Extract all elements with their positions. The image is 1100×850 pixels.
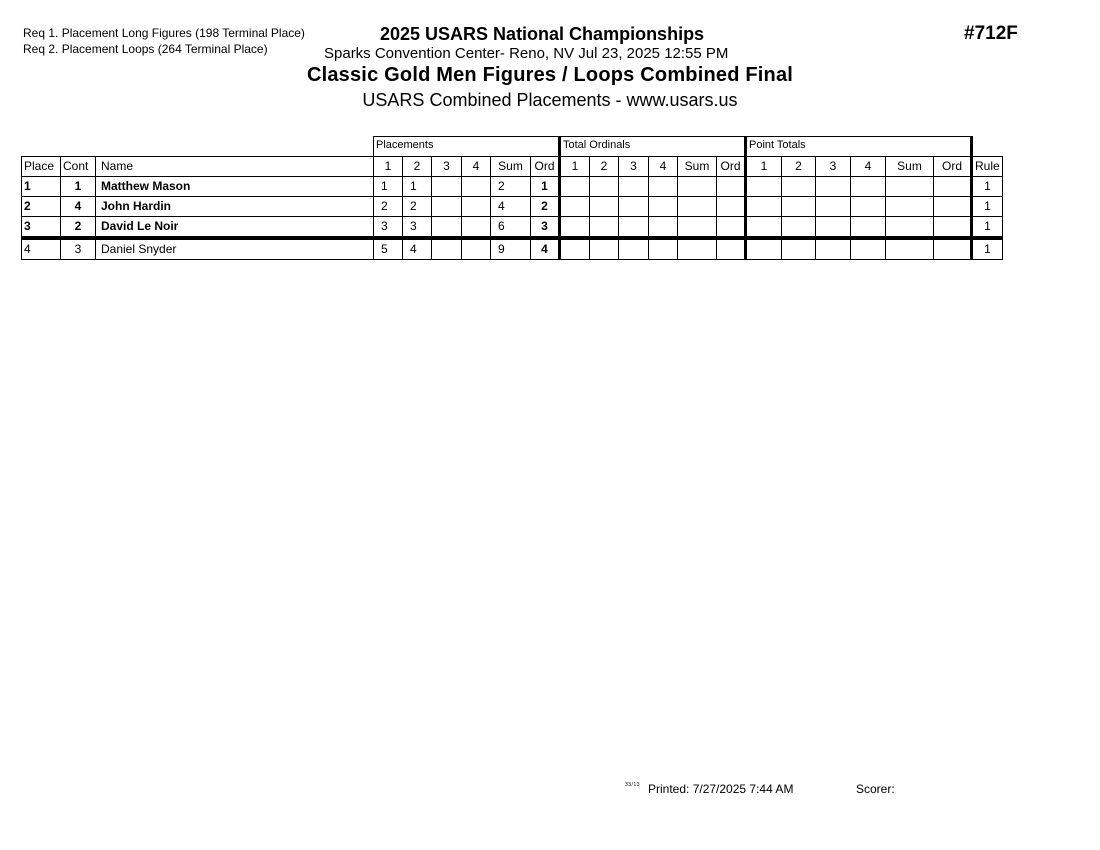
table-row (22, 197, 1003, 217)
placement-3 (432, 217, 462, 239)
printed-timestamp: Printed: 7/27/2025 7:44 AM (648, 782, 794, 796)
placement-1: 5 (374, 238, 403, 260)
placement-2: 3 (403, 217, 432, 239)
cont-cell: 3 (61, 238, 96, 260)
col-rule: Rule (972, 157, 1003, 177)
requirement-1: Req 1. Placement Long Figures (198 Terminal Place) (23, 26, 305, 40)
placement-1: 3 (374, 217, 403, 239)
placement-1: 1 (374, 177, 403, 197)
placement-sum: 9 (491, 238, 531, 260)
col-psum: Sum (491, 157, 531, 177)
placement-4 (462, 197, 491, 217)
placement-3 (432, 177, 462, 197)
event-number: #712F (964, 23, 1018, 44)
site-line: USARS Combined Placements - www.usars.us (362, 90, 738, 110)
col-name: Name (96, 157, 374, 177)
group-placements: Placements (374, 137, 560, 157)
table-row (22, 217, 1003, 239)
col-t3: 3 (816, 157, 851, 177)
col-o2: 2 (590, 157, 619, 177)
placement-sum: 6 (491, 217, 531, 239)
cont-cell: 2 (61, 217, 96, 239)
venue-date-line: Sparks Convention Center- Reno, NV Jul 23, 2025 12:55 PM (324, 45, 729, 62)
placement-2: 1 (403, 177, 432, 197)
col-t1: 1 (746, 157, 782, 177)
placement-ord: 2 (531, 197, 560, 217)
skater-name: Matthew Mason (96, 177, 374, 197)
col-pord: Ord (531, 157, 560, 177)
placement-4 (462, 238, 491, 260)
placement-ord: 1 (531, 177, 560, 197)
championship-title: 2025 USARS National Championships (380, 24, 705, 44)
group-point-totals: Point Totals (746, 137, 972, 157)
group-total-ordinals: Total Ordinals (560, 137, 746, 157)
cont-cell: 1 (61, 177, 96, 197)
col-cont: Cont (61, 157, 96, 177)
cont-cell: 4 (61, 197, 96, 217)
rule-cell: 1 (972, 217, 1003, 239)
requirement-2: Req 2. Placement Loops (264 Terminal Place) (23, 42, 268, 56)
col-t4: 4 (851, 157, 886, 177)
col-tsum: Sum (886, 157, 934, 177)
skater-name: John Hardin (96, 197, 374, 217)
col-o4: 4 (649, 157, 678, 177)
placement-3 (432, 197, 462, 217)
col-o3: 3 (619, 157, 649, 177)
rule-cell: 1 (972, 177, 1003, 197)
col-p1: 1 (374, 157, 403, 177)
placement-ord: 3 (531, 217, 560, 239)
column-header-row (22, 157, 1003, 177)
skater-name: David Le Noir (96, 217, 374, 239)
col-oord: Ord (717, 157, 746, 177)
placement-4 (462, 177, 491, 197)
skater-name: Daniel Snyder (96, 238, 374, 260)
place-cell: 1 (22, 177, 61, 197)
col-t2: 2 (782, 157, 816, 177)
table-row (22, 238, 1003, 260)
rule-cell: 1 (972, 197, 1003, 217)
placement-2: 2 (403, 197, 432, 217)
col-p2: 2 (403, 157, 432, 177)
col-p4: 4 (462, 157, 491, 177)
placement-4 (462, 217, 491, 239)
placement-sum: 2 (491, 177, 531, 197)
placement-2: 4 (403, 238, 432, 260)
col-tord: Ord (934, 157, 972, 177)
scorer-label: Scorer: (856, 782, 895, 796)
results-table (21, 136, 1003, 260)
place-cell: 2 (22, 197, 61, 217)
col-place: Place (22, 157, 61, 177)
rule-cell: 1 (972, 238, 1003, 260)
place-cell: 3 (22, 217, 61, 239)
event-name: Classic Gold Men Figures / Loops Combined Final (306, 64, 794, 86)
place-cell: 4 (22, 238, 61, 260)
placement-3 (432, 238, 462, 260)
col-p3: 3 (432, 157, 462, 177)
placement-ord: 4 (531, 238, 560, 260)
report-code: 33/13 (625, 782, 641, 788)
col-o1: 1 (560, 157, 590, 177)
placement-sum: 4 (491, 197, 531, 217)
table-row (22, 177, 1003, 197)
col-osum: Sum (678, 157, 717, 177)
placement-1: 2 (374, 197, 403, 217)
